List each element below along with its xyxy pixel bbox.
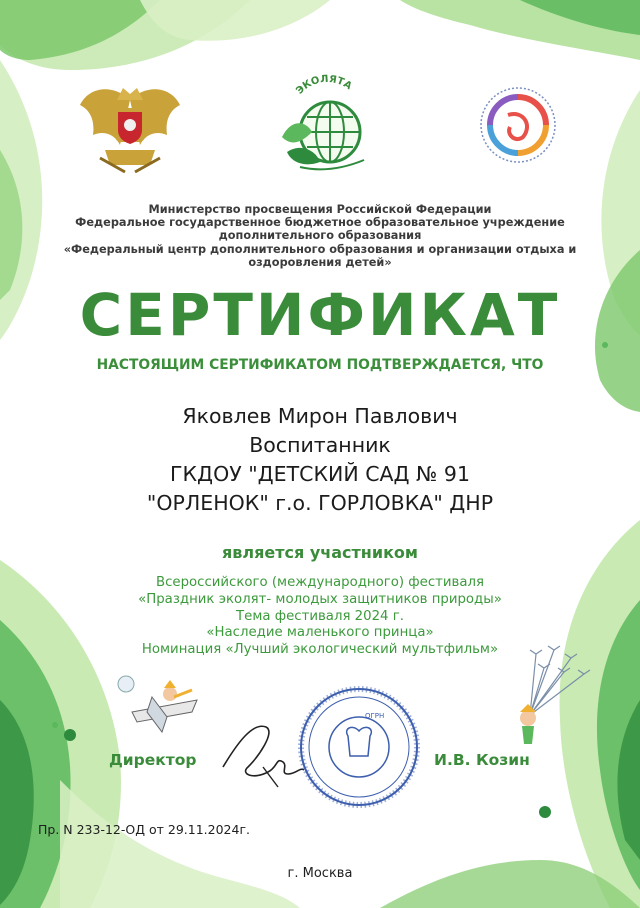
official-stamp-seal <box>298 686 420 808</box>
signatory-name: И.В. Козин <box>434 751 530 769</box>
russian-eagle-emblem-icon <box>75 80 185 175</box>
signature-title: Директор <box>109 751 197 769</box>
ecolyata-logo-text: ЭКОЛЯТА <box>294 73 354 97</box>
ministry-line: Федеральное государственное бюджетное образовательное учреждение <box>75 216 565 230</box>
ministry-line: оздоровления детей» <box>248 255 392 269</box>
ministry-header <box>60 203 580 269</box>
participant-text: является участником <box>221 543 418 562</box>
recipient-role: Воспитанник <box>249 433 391 457</box>
issue-city: г. Москва <box>287 866 353 881</box>
federal-center-logo-icon <box>478 85 558 165</box>
recipient-org-line: ГКДОУ "ДЕТСКИЙ САД № 91 <box>170 462 470 486</box>
festival-line: Тема фестиваля 2024 г. <box>236 608 404 624</box>
little-prince-plane-illustration <box>112 672 212 742</box>
recipient-org-line: "ОРЛЕНОК" г.о. ГОРЛОВКА" ДНР <box>146 491 494 515</box>
handwritten-signature <box>218 712 308 792</box>
recipient-name: Яковлев Мирон Павлович <box>182 404 458 428</box>
order-number: Пр. N 233-12-ОД от 29.11.2024г. <box>38 822 250 837</box>
ecolyata-globe-logo-icon <box>272 72 382 177</box>
confirmation-line: НАСТОЯЩИМ СЕРТИФИКАТОМ ПОДТВЕРЖДАЕТСЯ, ЧТО <box>96 357 544 373</box>
festival-line: «Праздник эколят- молодых защитников природы» <box>138 591 502 607</box>
stamp-ogrn-text: ОГРН <box>365 712 385 720</box>
little-prince-birds-illustration <box>500 640 600 750</box>
recipient-block <box>0 402 640 518</box>
ministry-line: «Федеральный центр дополнительного образования и организации отдыха и <box>63 242 577 256</box>
ministry-line: Министерство просвещения Российской Федерации <box>148 203 492 216</box>
festival-line: Всероссийского (международного) фестиваля <box>155 575 485 590</box>
festival-line: «Наследие маленького принца» <box>206 625 434 641</box>
ministry-line: дополнительного образования <box>218 229 422 243</box>
festival-line: Номинация «Лучший экологический мультфильм» <box>141 642 499 658</box>
certificate-title: СЕРТИФИКАТ <box>79 281 561 349</box>
